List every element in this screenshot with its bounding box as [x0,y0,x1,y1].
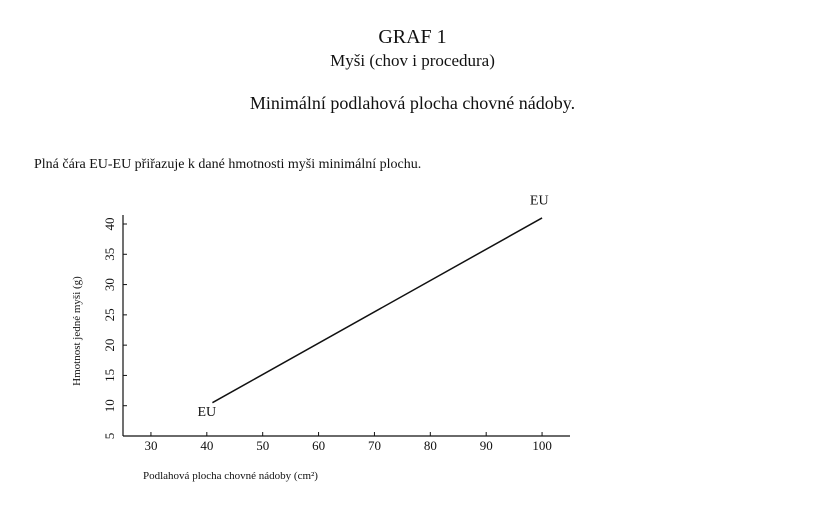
series-group [212,218,542,403]
x-tick-label: 90 [479,438,493,453]
x-axis-label: Podlahová plocha chovné nádoby (cm²) [143,470,318,482]
annotations-group [197,194,548,420]
y-tick-label: 30 [102,278,117,292]
y-tick-label: 10 [102,399,117,413]
x-tick-label: 50 [256,438,270,453]
y-tick-label: 20 [102,338,117,352]
series-line-eu [212,218,542,403]
chart-note: Plná čára EU-EU přiřazuje k dané hmotnosti myši minimální plochu. [34,157,422,172]
annotation-label: EU [529,193,549,209]
chart-title: GRAF 1 [378,26,447,48]
y-tick-label: 5 [102,432,117,440]
annotation-label: EU [197,405,217,421]
x-tick-label: 30 [144,438,158,453]
y-axis-label: Hmotnost jedné myši (g) [71,276,83,386]
x-tick-label: 100 [532,438,552,453]
x-tick-label: 60 [312,438,326,453]
chart-subtitle: Myši (chov i procedura) [330,51,495,70]
y-tick-label: 35 [102,247,117,261]
x-tick-label: 70 [367,438,381,453]
y-tick-label: 15 [102,368,117,382]
y-tick-label: 25 [102,308,117,322]
chart-heading: Minimální podlahová plocha chovné nádoby. [249,93,576,113]
x-axis-ticks [144,432,551,453]
y-tick-label: 40 [102,217,117,231]
x-tick-label: 80 [423,438,437,453]
x-tick-label: 40 [200,438,214,453]
axes [123,215,570,436]
